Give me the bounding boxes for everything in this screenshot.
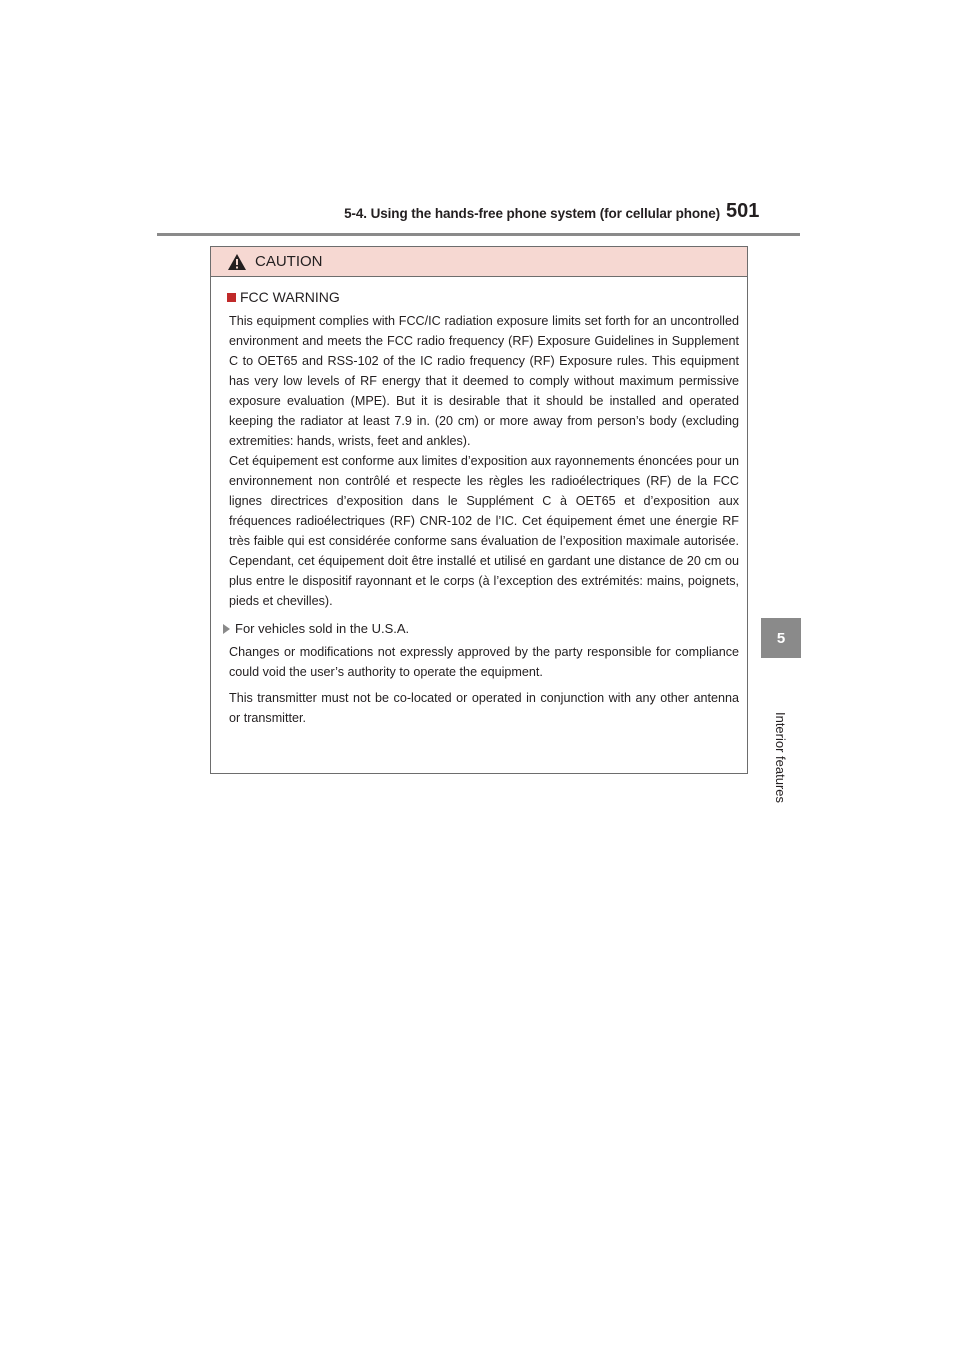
paragraph-changes: Changes or modifications not expressly approved by the party responsible for compliance could void the user’s authority to operate the equipment. (229, 645, 739, 679)
header-rule (157, 233, 800, 236)
bullet-usa (227, 621, 739, 636)
fcc-warning-label: FCC WARNING (240, 289, 340, 305)
chapter-tab (761, 440, 801, 814)
caution-body (211, 277, 747, 728)
chapter-number: 5 (761, 618, 801, 658)
caution-header (211, 247, 747, 277)
chapter-label: Interior features (773, 711, 789, 803)
paragraph-transmitter: This transmitter must not be co-located or operated in conjunction with any other antenna or transmitter. (229, 691, 739, 725)
page-number: 501 (726, 200, 760, 222)
caution-box (210, 246, 748, 774)
triangle-bullet-icon (223, 624, 230, 634)
chapter-label-wrap (761, 440, 801, 814)
bullet-usa-label: For vehicles sold in the U.S.A. (235, 621, 410, 636)
fcc-warning-title (227, 289, 739, 305)
warning-triangle-icon (227, 253, 247, 271)
caution-heading: CAUTION (255, 253, 323, 270)
paragraph-french: Cet équipement est conforme aux limites d’exposition aux rayonnements énoncées pour un environnement non contrôlé et respecte les règles les radioélectriques (RF) de la FCC lignes directrices d’exposition dans le Supplément C à OET65 et d’exposition aux fréquences radioélectriques (RF) CNR-102 de l’IC. Cet équipement émet une énergie RF très faible qui est considérée conforme sans évaluation de l’exposition maximale autorisée. Cependant, cet équipement doit être installé et utilisé en gardant une distance de 20 cm ou plus entre le dispositif rayonnant et le corps (à l’exception des extrémités: mains, poignets, pieds et chevilles). (229, 454, 739, 608)
running-header: 5-4. Using the hands-free phone system (for cellular phone) (344, 206, 720, 221)
square-bullet-icon (227, 293, 236, 302)
paragraph-english: This equipment complies with FCC/IC radiation exposure limits set forth for an uncontrolled environment and meets the FCC radio frequency (RF) Exposure Guidelines in Supplement C to OET65 and RSS-102 of the IC radio frequency (RF) Exposure rules. This equipment has very low levels of RF energy that it deemed to comply without maximum permissive exposure evaluation (MPE). But it is desirable that it should be installed and operated keeping the radiator at least 7.9 in. (20 cm) or more away from person’s body (excluding extremities: hands, wrists, feet and ankles). (229, 314, 739, 448)
